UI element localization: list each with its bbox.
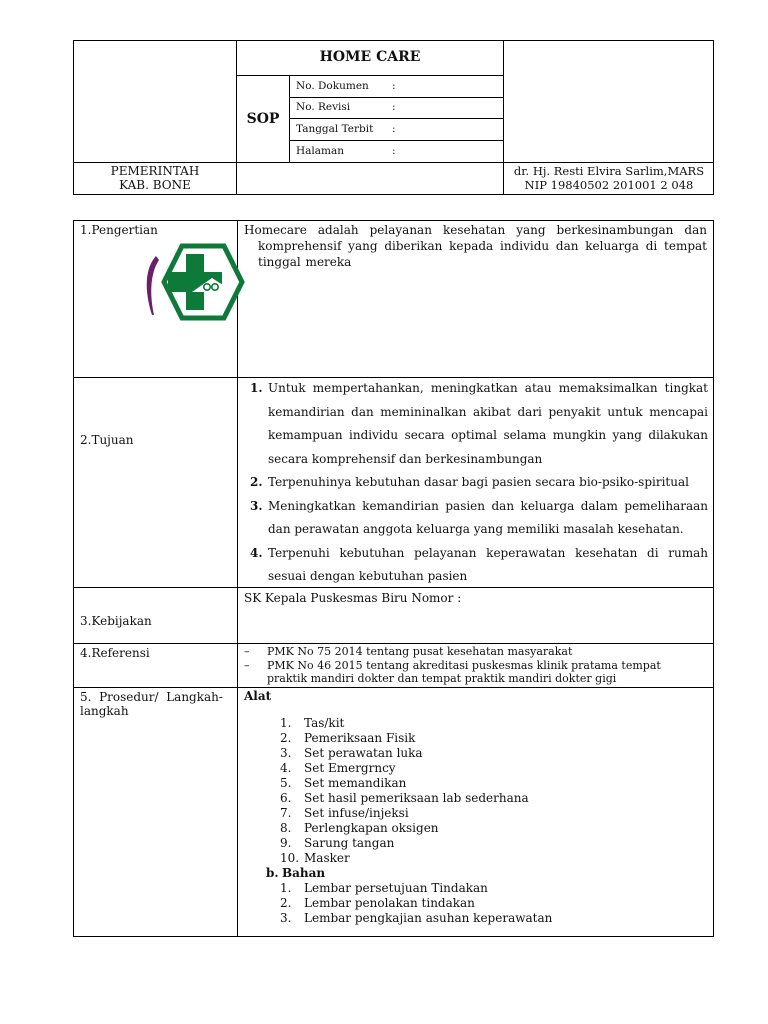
sop-label: SOP xyxy=(246,111,280,127)
header-divider xyxy=(236,75,504,76)
field-tanggal-terbit xyxy=(296,123,496,135)
list-text: PMK No 46 2015 tentang akreditasi puskesmas klinik pratama tempat praktik mandiri dokter dan tempat praktik mandiri dokter gigi xyxy=(267,659,661,685)
header-divider xyxy=(289,140,504,141)
list-item xyxy=(244,911,704,926)
signer-name: dr. Hj. Resti Elvira Sarlim,MARS xyxy=(513,164,705,178)
list-text: Tas/kit xyxy=(304,716,345,730)
list-text: Untuk mempertahankan, meningkatkan atau memaksimalkan tingkat kemandirian dan memininalkan akibat dari penyakit untuk mencapai kemampuan individu secara optimal selama mungkin yang dilakukan secara komprehensif dan berkesinambungan xyxy=(268,381,708,466)
org-line: KAB. BONE xyxy=(119,178,191,192)
list-text: Set perawatan luka xyxy=(304,746,423,760)
pengertian-rest: komprehensif yang diberikan kepada individu dan keluarga di tempat tinggal mereka xyxy=(258,239,707,269)
health-cross-hexagon-logo xyxy=(140,240,250,325)
referensi-list xyxy=(244,645,704,685)
list-text: Set memandikan xyxy=(304,776,407,790)
field-sep: : xyxy=(392,101,396,113)
signer-nip: NIP 19840502 201001 2 048 xyxy=(524,178,694,192)
list-item xyxy=(244,716,704,731)
bahan-list xyxy=(244,881,704,926)
list-item xyxy=(244,659,704,685)
list-number: 8. xyxy=(280,821,292,835)
list-number: 7. xyxy=(280,806,292,820)
field-sep: : xyxy=(392,145,396,157)
field-label: No. Revisi xyxy=(296,101,351,113)
list-text: Terpenuhinya kebutuhan dasar bagi pasien secara bio-psiko-spiritual xyxy=(268,475,689,489)
list-text: PMK No 75 2014 tentang pusat kesehatan masyarakat xyxy=(267,645,573,658)
logo-accent-swoosh xyxy=(147,256,159,315)
list-item xyxy=(248,542,708,589)
label-prosedur xyxy=(80,690,230,718)
list-text: Sarung tangan xyxy=(304,836,395,850)
list-number: 1. xyxy=(280,716,292,730)
header-divider xyxy=(73,162,714,163)
signer-block xyxy=(504,164,714,192)
header-divider xyxy=(289,118,504,119)
label-line: 5. Prosedur/ Langkah- xyxy=(80,690,223,704)
list-item xyxy=(244,746,704,761)
list-text: Masker xyxy=(304,851,350,865)
label-pengertian: 1.Pengertian xyxy=(80,223,158,237)
list-item xyxy=(244,645,704,658)
list-item xyxy=(248,471,708,495)
alat-heading: Alat xyxy=(244,689,272,703)
body-divider xyxy=(73,687,714,688)
list-item xyxy=(244,806,704,821)
list-number: 2. xyxy=(250,475,263,489)
field-no-revisi xyxy=(296,101,496,113)
list-number: 2. xyxy=(280,896,292,910)
alat-list xyxy=(244,716,704,866)
bullet-dash: – xyxy=(244,659,250,672)
label-tujuan: 2.Tujuan xyxy=(80,433,134,447)
list-item xyxy=(244,761,704,776)
prosedur-content xyxy=(244,689,704,926)
pengertian-text xyxy=(244,222,707,270)
list-number: 3. xyxy=(250,498,263,513)
list-item xyxy=(248,377,708,471)
list-text: Lembar penolakan tindakan xyxy=(304,896,475,910)
field-label: Tanggal Terbit xyxy=(296,123,374,135)
body-divider xyxy=(237,220,238,937)
field-label: Halaman xyxy=(296,145,345,157)
list-item xyxy=(244,851,704,866)
field-sep: : xyxy=(392,123,396,135)
list-text: Pemeriksaan Fisik xyxy=(304,731,416,745)
tujuan-list xyxy=(248,377,708,589)
list-text: Terpenuhi kebutuhan pelayanan keperawatan kesehatan di rumah sesuai dengan kebutuhan pasien xyxy=(268,545,708,583)
bahan-title: Bahan xyxy=(282,866,326,880)
bullet-dash: – xyxy=(244,645,250,658)
list-number: 2. xyxy=(280,731,292,745)
label-kebijakan: 3.Kebijakan xyxy=(80,614,152,628)
list-item xyxy=(248,495,708,542)
field-no-dokumen xyxy=(296,80,496,92)
pengertian-first-line: Homecare adalah pelayanan kesehatan yang berkesinambungan dan xyxy=(244,223,707,237)
body-divider xyxy=(73,643,714,644)
list-number: 1. xyxy=(280,881,292,895)
list-number: 3. xyxy=(280,746,292,760)
document-title: HOME CARE xyxy=(319,49,421,65)
list-number: 5. xyxy=(280,776,292,790)
list-text: Perlengkapan oksigen xyxy=(304,821,439,835)
field-halaman xyxy=(296,145,496,157)
list-text: Lembar pengkajian asuhan keperawatan xyxy=(304,911,553,925)
list-text: Lembar persetujuan Tindakan xyxy=(304,881,488,895)
list-number: 9. xyxy=(280,836,292,850)
list-number: 10. xyxy=(280,851,300,865)
kebijakan-text: SK Kepala Puskesmas Biru Nomor : xyxy=(244,591,462,605)
bahan-heading xyxy=(244,866,704,881)
label-line: langkah xyxy=(80,704,129,718)
list-number: 3. xyxy=(280,911,292,925)
list-item xyxy=(244,896,704,911)
list-text: Set hasil pemeriksaan lab sederhana xyxy=(304,791,529,805)
list-text: Meningkatkan kemandirian pasien dan keluarga dalam pemeliharaan dan perawatan anggota keluarga yang memiliki masalah kesehatan. xyxy=(268,498,708,536)
list-item xyxy=(244,791,704,806)
list-text: Set Emergrncy xyxy=(304,761,396,775)
org-name xyxy=(74,164,236,192)
header-divider xyxy=(289,97,504,98)
list-number: 4. xyxy=(280,761,292,775)
list-item xyxy=(244,776,704,791)
list-number: 1. xyxy=(250,381,263,395)
list-number: 4. xyxy=(250,545,263,560)
bahan-number: b. xyxy=(266,866,279,880)
field-label: No. Dokumen xyxy=(296,80,369,92)
list-number: 6. xyxy=(280,791,292,805)
list-item xyxy=(244,836,704,851)
field-sep: : xyxy=(392,80,396,92)
org-line: PEMERINTAH xyxy=(110,164,200,178)
list-item xyxy=(244,821,704,836)
list-item xyxy=(244,731,704,746)
list-text: Set infuse/injeksi xyxy=(304,806,409,820)
label-referensi: 4.Referensi xyxy=(80,646,150,660)
list-item xyxy=(244,881,704,896)
